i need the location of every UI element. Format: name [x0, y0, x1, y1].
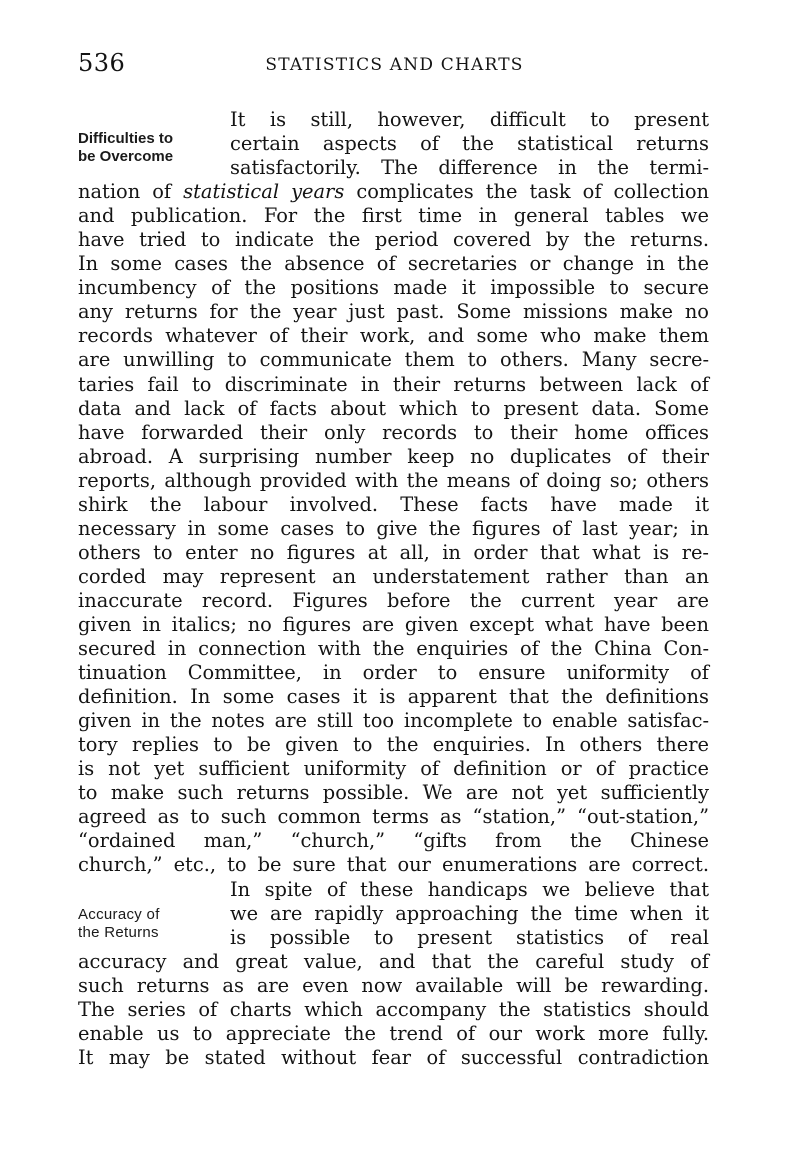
sidenote-line: the Returns — [78, 924, 159, 941]
sidenote-line: Accuracy of — [78, 906, 160, 923]
text-line: agreed as to such common terms as “station,” “out-station,” — [78, 805, 709, 829]
page-number: 536 — [78, 49, 126, 77]
text-line: church,” etc., to be sure that our enumerations are correct. — [78, 853, 709, 877]
text-line: It is still, however, difficult to present — [230, 108, 709, 131]
text-line: necessary in some cases to give the figures of last year; in — [78, 516, 709, 540]
text-line: The series of charts which accompany the statistics should — [78, 997, 709, 1021]
italic-term: statistical years — [183, 180, 345, 204]
text-line: secured in connection with the enquiries of the China Con- — [78, 637, 709, 661]
text-line: “ordained man,” “church,” “gifts from the Chinese — [78, 829, 709, 853]
text-line: and publication. For the first time in general tables we — [78, 204, 709, 228]
text-line: others to enter no figures at all, in order that what is re- — [78, 540, 709, 564]
text-line: are unwilling to communicate them to others. Many secre- — [78, 348, 709, 372]
text-line: given in italics; no figures are given except what have been — [78, 612, 709, 636]
text-line: abroad. A surprising number keep no duplicates of their — [78, 444, 709, 468]
text-line: shirk the labour involved. These facts have made it — [78, 492, 709, 516]
sidenote-line: be Overcome — [78, 148, 174, 165]
text-line: It may be stated without fear of successful contradiction — [78, 1045, 709, 1069]
text-line: corded may represent an understatement rather than an — [78, 564, 709, 588]
text-line: have tried to indicate the period covered by the returns. — [78, 228, 709, 252]
text-line: definition. In some cases it is apparent that the definitions — [78, 685, 709, 709]
text-line: is not yet sufficient uniformity of definition or of practice — [78, 757, 709, 781]
text-line: tory replies to be given to the enquiries. In others there — [78, 733, 709, 757]
text-fragment: nation of — [78, 180, 184, 204]
sidenote-line: Difficulties to — [78, 130, 174, 147]
text-line: is possible to present statistics of real — [230, 925, 709, 949]
text-line: records whatever of their work, and some who make them — [78, 324, 709, 348]
text-line: enable us to appreciate the trend of our work more fully. — [78, 1021, 709, 1045]
text-line: have forwarded their only records to their home offices — [78, 420, 709, 444]
text-line: inaccurate record. Figures before the current year are — [78, 588, 709, 612]
text-line — [78, 180, 709, 204]
text-line: to make such returns possible. We are not yet sufficiently — [78, 781, 709, 805]
text-line: incumbency of the positions made it impossible to secure — [78, 276, 709, 300]
body-text — [78, 108, 709, 1070]
text-line: any returns for the year just past. Some missions make no — [78, 300, 709, 324]
text-line: such returns as are even now available will be rewarding. — [78, 973, 709, 997]
text-line: data and lack of facts about which to present data. Some — [78, 396, 709, 420]
running-head: STATISTICS AND CHARTS — [265, 55, 524, 75]
text-line: In some cases the absence of secretaries or change in the — [78, 252, 709, 276]
text-fragment: complicates the task of collection — [344, 180, 709, 204]
text-line: accuracy and great value, and that the careful study of — [78, 949, 709, 973]
text-line: reports, although provided with the means of doing so; others — [78, 468, 709, 492]
text-line: we are rapidly approaching the time when it — [230, 901, 709, 925]
text-line: tinuation Committee, in order to ensure uniformity of — [78, 661, 709, 685]
text-line: satisfactorily. The difference in the termi- — [230, 156, 709, 180]
text-line: taries fail to discriminate in their returns between lack of — [78, 372, 709, 396]
text-line: certain aspects of the statistical returns — [230, 132, 709, 156]
text-line: given in the notes are still too incomplete to enable satisfac- — [78, 709, 709, 733]
text-line: In spite of these handicaps we believe that — [230, 877, 709, 901]
